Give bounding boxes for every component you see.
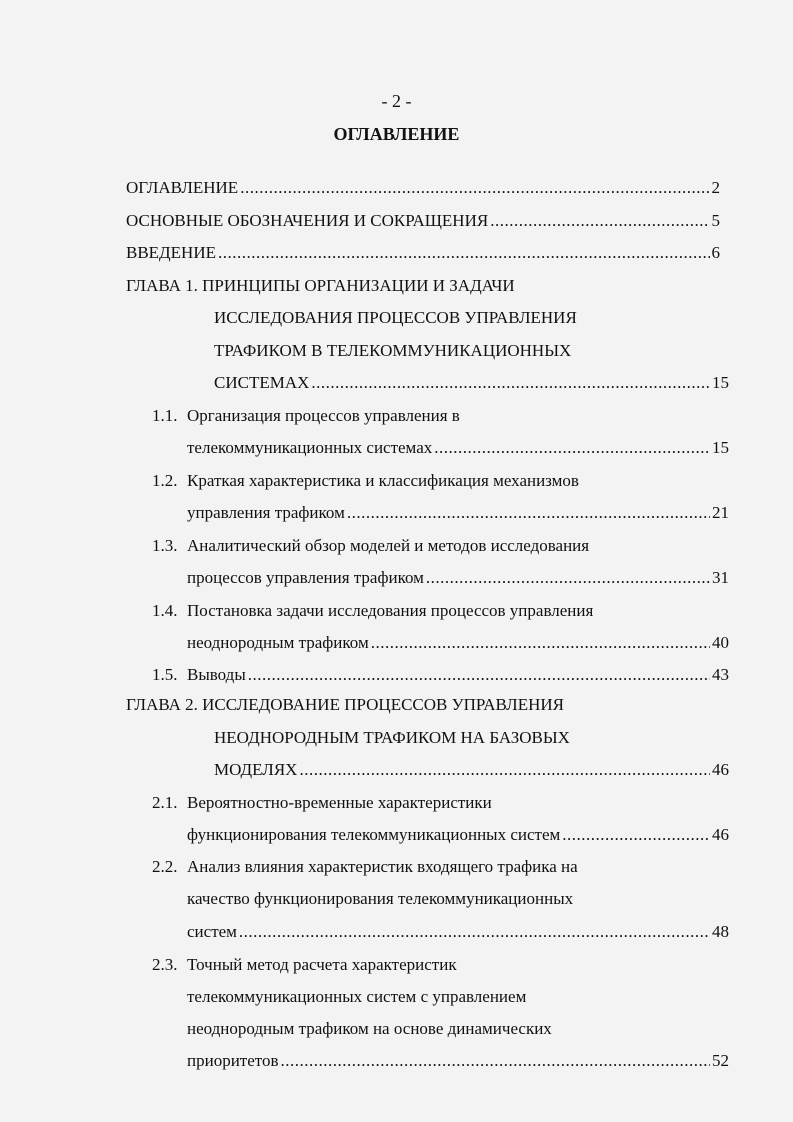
toc-entry-abbreviations[interactable] [126, 209, 720, 233]
page-title: ОГЛАВЛЕНИЕ [333, 124, 460, 144]
toc-page-number: 21 [712, 503, 729, 522]
section-number: 1.4. [152, 601, 178, 620]
leader-dots [239, 920, 710, 944]
toc-entry-text: ВВЕДЕНИЕ [126, 243, 216, 262]
section-number: 2.2. [152, 857, 178, 876]
toc-page-number: 15 [712, 373, 729, 392]
toc-entry-text: ОГЛАВЛЕНИЕ [126, 178, 239, 197]
chapter-1-title-line-2: ИССЛЕДОВАНИЯ ПРОЦЕССОВ УПРАВЛЕНИЯ [214, 308, 577, 327]
toc-entry-text: систем [187, 922, 237, 941]
toc-page-number: 6 [711, 243, 720, 262]
toc-page-number: 31 [712, 568, 729, 587]
toc-entry-section-1-4[interactable] [187, 631, 729, 655]
leader-dots [434, 436, 710, 460]
leader-dots [562, 823, 710, 847]
toc-entry-text: функционирования телекоммуникационных систем [187, 825, 561, 844]
section-number: 1.1. [152, 406, 178, 425]
section-2-3-title-line-2: телекоммуникационных систем с управлением [187, 987, 527, 1006]
chapter-2-title-line-2: НЕОДНОРОДНЫМ ТРАФИКОМ НА БАЗОВЫХ [214, 728, 570, 747]
toc-entry-text: управления трафиком [187, 503, 345, 522]
section-1-1-title[interactable]: Организация процессов управления в [187, 406, 460, 425]
section-2-3-title-line-1[interactable]: Точный метод расчета характеристик [187, 955, 457, 974]
section-2-1-title[interactable]: Вероятностно-временные характеристики [187, 793, 492, 812]
toc-page-number: 40 [712, 633, 729, 652]
toc-entry-text: телекоммуникационных системах [187, 438, 433, 457]
toc-entry-text: процессов управления трафиком [187, 568, 424, 587]
toc-entry-section-2-1[interactable] [187, 823, 729, 847]
section-2-2-title-line-2: качество функционирования телекоммуникационных [187, 889, 574, 908]
section-number: 2.3. [152, 955, 178, 974]
section-1-4-title[interactable]: Постановка задачи исследования процессов управления [187, 601, 594, 620]
toc-entry-contents[interactable] [126, 176, 720, 200]
toc-entry-text: ОСНОВНЫЕ ОБОЗНАЧЕНИЯ И СОКРАЩЕНИЯ [126, 211, 489, 230]
toc-page-number: 5 [711, 211, 720, 230]
toc-entry-text: приоритетов [187, 1051, 279, 1070]
toc-entry-introduction[interactable] [126, 241, 720, 265]
toc-page-number: 2 [711, 178, 720, 197]
toc-entry-text: МОДЕЛЯХ [214, 760, 298, 779]
leader-dots [248, 663, 710, 687]
toc-entry-text: неоднородным трафиком [187, 633, 369, 652]
leader-dots [347, 501, 710, 525]
toc-page-number: 46 [712, 760, 729, 779]
leader-dots [371, 631, 710, 655]
leader-dots [426, 566, 710, 590]
toc-entry-section-1-2[interactable] [187, 501, 729, 525]
section-1-2-title[interactable]: Краткая характеристика и классификация механизмов [187, 471, 579, 490]
chapter-1-title-line-1[interactable]: ГЛАВА 1. ПРИНЦИПЫ ОРГАНИЗАЦИИ И ЗАДАЧИ [126, 276, 515, 295]
section-2-3-title-line-3: неоднородным трафиком на основе динамических [187, 1019, 552, 1038]
chapter-1-title-line-3: ТРАФИКОМ В ТЕЛЕКОММУНИКАЦИОННЫХ [214, 341, 572, 360]
leader-dots [299, 758, 710, 782]
toc-entry-text: СИСТЕМАХ [214, 373, 310, 392]
toc-page-number: 43 [712, 665, 729, 684]
leader-dots [240, 176, 709, 200]
toc-entry-chapter-1[interactable] [214, 371, 729, 395]
toc-entry-section-1-1[interactable] [187, 436, 729, 460]
section-number: 2.1. [152, 793, 178, 812]
toc-entry-section-1-5[interactable] [187, 663, 729, 687]
toc-entry-section-1-3[interactable] [187, 566, 729, 590]
toc-entry-section-2-2[interactable] [187, 920, 729, 944]
toc-page-number: 48 [712, 922, 729, 941]
page-number: - 2 - [381, 91, 412, 111]
toc-entry-chapter-2[interactable] [214, 758, 729, 782]
leader-dots [281, 1049, 711, 1073]
toc-entry-section-2-3[interactable] [187, 1049, 729, 1073]
leader-dots [311, 371, 710, 395]
chapter-2-title-line-1[interactable]: ГЛАВА 2. ИССЛЕДОВАНИЕ ПРОЦЕССОВ УПРАВЛЕНИЯ [126, 695, 564, 714]
leader-dots [490, 209, 709, 233]
leader-dots [218, 241, 710, 265]
toc-page-number: 52 [712, 1051, 729, 1070]
toc-page-number: 46 [712, 825, 729, 844]
toc-page-number: 15 [712, 438, 729, 457]
section-1-3-title[interactable]: Аналитический обзор моделей и методов исследования [187, 536, 590, 555]
toc-entry-text: Выводы [187, 665, 246, 684]
section-number: 1.5. [152, 665, 178, 684]
section-number: 1.3. [152, 536, 178, 555]
section-number: 1.2. [152, 471, 178, 490]
section-2-2-title-line-1[interactable]: Анализ влияния характеристик входящего трафика на [187, 857, 578, 876]
